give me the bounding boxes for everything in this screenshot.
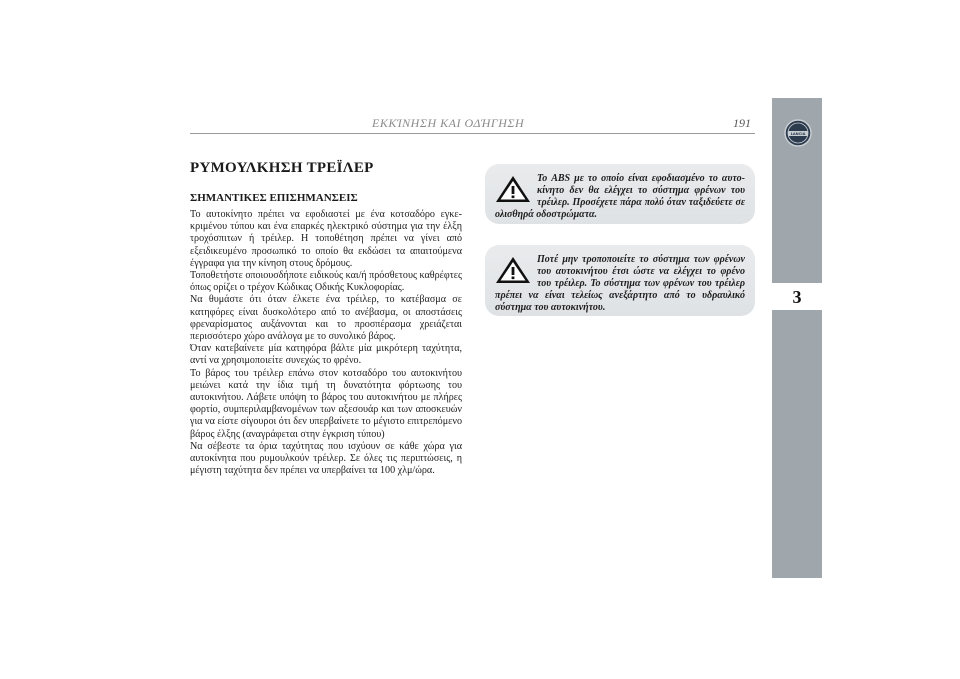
body-text [190,209,462,477]
paragraph: Τοποθετήστε οποιουσδήποτε ειδικούς και/ή πρόσθετους καθρέφτες όπως ορίζει ο τρέχον Κώδικας Οδικής Κυκλοφορίας. [190,270,463,294]
page-title: ΡΥΜΟΥΛΚΗΣΗ ΤΡΕΪΛΕΡ [190,160,374,176]
paragraph: Το βάρος του τρέιλερ επάνω στον κοτσαδόρο του αυτοκινήτου μειώνει κατά την ίδια τιμή τη δυνατότητα φόρτωσης του αυτοκινήτου. Λάβετε υπόψη το βάρος του αυτοκινήτου με πλήρες φορτίο, συμπεριλαμβανομένων των αξεσουάρ και των αποσκευών για να είστε σίγουροι ότι δεν υπερβαίνετε το μέγιστο επιτρεπόμενο βάρος έλξης (αναγράφεται στην έγκριση τύπου) [190,367,462,440]
chapter-number-tab: 3 [772,283,822,310]
warning-box-abs [485,164,755,224]
paragraph: Όταν κατεβαίνετε μία κατηφόρα βάλτε μία μικρότερη ταχύτητα, αντί να χρησιμοποιείτε συνεχώς το φρένο. [190,343,462,367]
paragraph: Το αυτοκίνητο πρέπει να εφοδιαστεί με ένα κοτσαδόρο εγκεκριμένου τύπου και ένα επαρκές ηλεκτρικό σύστημα για την έλξη τροχόσπιτων ή τρέιλερ. Η τοποθέτηση πρέπει να γίνει από εξειδικευμένο προσωπικό το οποίο θα εκδώσει τα απαιτούμενα έγγραφα για την κίνηση στους δρόμους. [190,209,462,269]
paragraph: Να θυμάστε ότι όταν έλκετε ένα τρέιλερ, το κατέβασμα σε κατηφόρες είναι δυσκολότερο από το ανέβασμα, οι αποστάσεις φρεναρίσματος αυξάνονται και το προσπέρασμα χρειάζεται περισσότερο χώρο ανάλογα με το συνολικό βάρος. [190,294,462,343]
logo-text: LANCIA [790,132,806,136]
running-header-title: ΕΚΚΊΝΗΣΗ ΚΑΙ ΟΔΉΓΗΣΗ [372,116,525,130]
paragraph: Να σέβεστε τα όρια ταχύτητας που ισχύουν σε κάθε χώρα για αυτοκίνητα που ρυμουλκούν τρέιλερ. Σε όλες τις περιπτώσεις, η μέγιστη ταχύτητα δεν πρέπει να υπερβαίνει τα 100 χλμ/ώρα. [190,440,462,477]
section-heading: ΣΗΜΑΝΤΙΚΕΣ ΕΠΙΣΗΜΑΝΣΕΙΣ [190,192,358,204]
warning-triangle-icon [495,175,531,203]
chapter-sidebar [772,98,822,578]
warning-text: Ποτέ μην τροποποιείτε το σύστημα των φρένων του αυτοκινήτου έτσι ώστε να ελέγχει το φρένο του τρέιλερ. Το σύστημα των φρένων του τρέιλερ πρέπει να είναι τελείως ανεξάρτητο από το υδραυλικό σύστημα του αυτοκινήτου. [495,254,745,313]
warning-box-brakes [485,245,755,316]
warning-text: Το ABS με το οποίο είναι εφοδιασμένο το αυτοκίνητο δεν θα ελέγχει το σύστημα φρένων του τρέιλερ. Προσέχετε πάρα πολύ όταν ταξιδεύετε σε ολισθηρά οδοστρώματα. [495,173,745,220]
header-rule [190,133,755,134]
page-number: 191 [733,116,751,130]
warning-triangle-icon [495,256,531,284]
lancia-logo-icon [784,119,812,147]
